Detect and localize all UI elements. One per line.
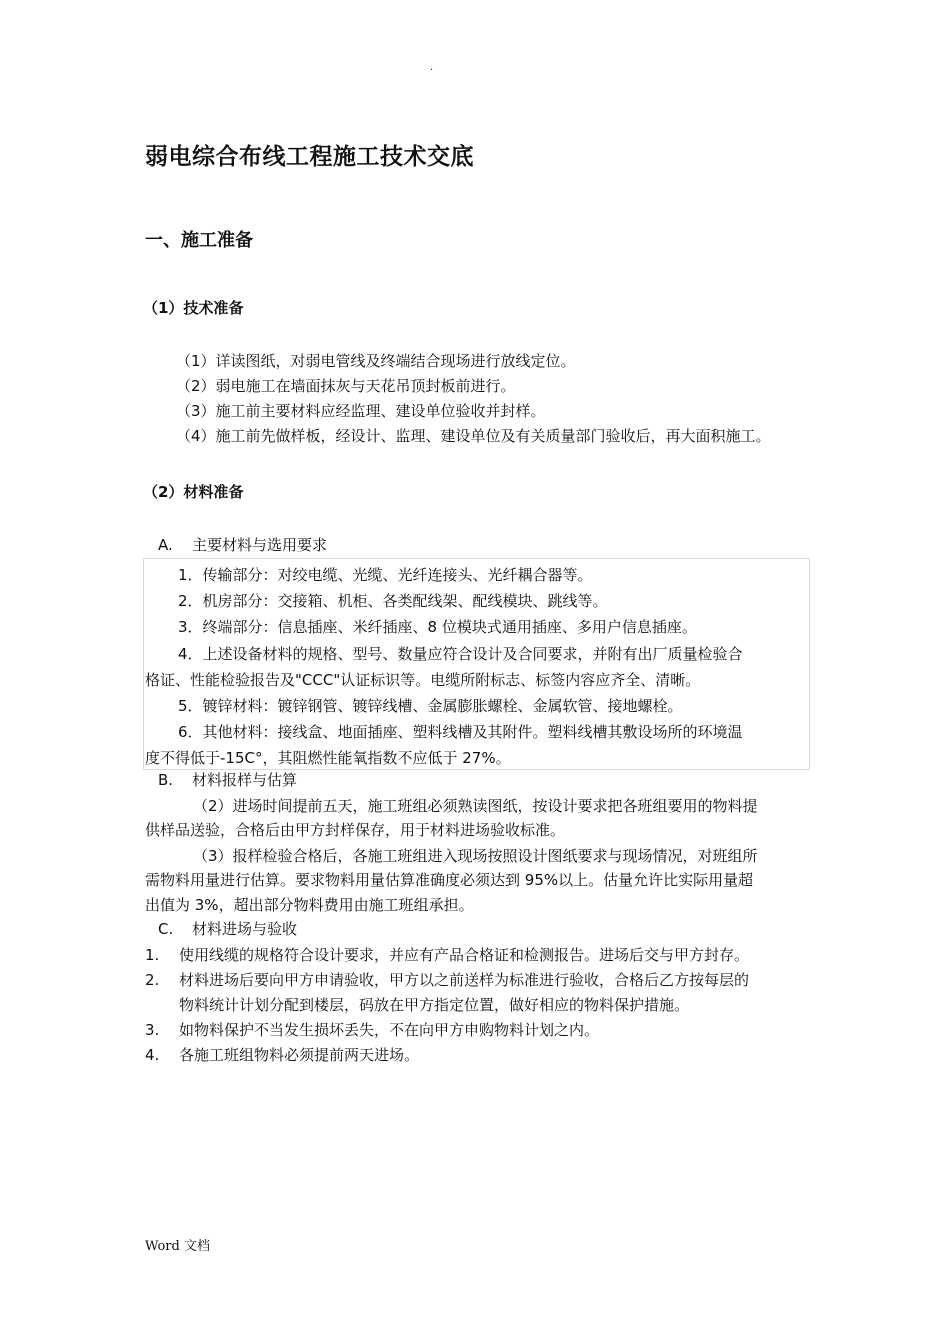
item-a-label: A.: [158, 536, 173, 554]
list-item: [145, 1043, 749, 1068]
item-c-heading: [158, 917, 297, 942]
list-item: [145, 993, 749, 1018]
box-line: 5．镀锌材料：镀锌钢管、镀锌线槽、金属膨胀螺栓、金属软管、接地螺栓。: [178, 697, 683, 715]
section-heading-preparation: 一、施工准备: [145, 230, 253, 251]
box-line: 格证、性能检验报告及"CCC"认证标识等。电缆所附标志、标签内容应齐全、清晰。: [145, 671, 701, 689]
item-b-text: 材料报样与估算: [192, 771, 298, 789]
list-text: 材料进场后要向甲方申请验收，甲方以之前送样为标准进行验收，合格后乙方按每层的: [179, 971, 750, 989]
list-item: （4）施工前先做样板，经设计、监理、建设单位及有关质量部门验收后，再大面积施工。: [176, 427, 771, 445]
b-paragraph-line: 出值为 3%，超出部分物料费用由施工班组承担。: [145, 896, 474, 914]
list-number: 2.: [145, 971, 160, 989]
list-item: [145, 943, 749, 968]
box-line: 4．上述设备材料的规格、型号、数量应符合设计及合同要求，并附有出厂质量检验合: [178, 645, 743, 663]
list-number: 4.: [145, 1046, 160, 1064]
list-number: 1.: [145, 946, 160, 964]
list-item: （2）弱电施工在墙面抹灰与天花吊顶封板前进行。: [176, 377, 516, 395]
page-footer: Word 文档: [145, 1239, 210, 1254]
box-line: 2．机房部分：交接箱、机柜、各类配线架、配线模块、跳线等。: [178, 592, 608, 610]
b-paragraph-line: 供样品送验，合格后由甲方封样保存，用于材料进场验收标准。: [145, 821, 566, 839]
technical-preparation-list: [176, 349, 771, 449]
b-paragraph-line: 需物料用量进行估算。要求物料用量估算准确度必须达到 95%以上。估量允许比实际用量超: [145, 871, 754, 889]
item-b-heading: [158, 768, 297, 793]
box-line: 3．终端部分：信息插座、米纤插座、8 位模块式通用插座、多用户信息插座。: [178, 618, 697, 636]
subheading-material-preparation: （2）材料准备: [143, 483, 244, 501]
b-paragraph-line: （3）报样检验合格后，各施工班组进入现场按照设计图纸要求与现场情况，对班组所: [193, 847, 758, 865]
box-line: 1．传输部分：对绞电缆、光缆、光纤连接头、光纤耦合器等。: [178, 566, 593, 584]
box-line: 度不得低于-15C°，其阻燃性能氧指数不应低于 27%。: [145, 749, 511, 767]
list-text: 使用线缆的规格符合设计要求，并应有产品合格证和检测报告。进场后交与甲方封存。: [179, 946, 750, 964]
b-paragraph-line: （2）进场时间提前五天，施工班组必须熟读图纸，按设计要求把各班组要用的物料提: [193, 797, 758, 815]
item-c-text: 材料进场与验收: [192, 920, 298, 938]
subheading-technical-preparation: （1）技术准备: [143, 299, 244, 317]
item-b-label: B.: [158, 771, 174, 789]
list-item: [145, 968, 749, 993]
list-item: [145, 1018, 749, 1043]
header-mark: .: [430, 62, 434, 73]
materials-requirements-box: [143, 558, 810, 770]
list-item: （1）详读图纸，对弱电管线及终端结合现场进行放线定位。: [176, 352, 576, 370]
document-title: 弱电综合布线工程施工技术交底: [145, 144, 474, 170]
list-item: （3）施工前主要材料应经监理、建设单位验收并封样。: [176, 402, 546, 420]
item-c-label: C.: [158, 920, 174, 938]
list-text: 各施工班组物料必须提前两天进场。: [179, 1046, 420, 1064]
list-text: 如物料保护不当发生损坏丢失，不在向甲方申购物料计划之内。: [179, 1021, 600, 1039]
box-line: 6．其他材料：接线盒、地面插座、塑料线槽及其附件。塑料线槽其敷设场所的环境温: [178, 723, 743, 741]
list-text: 物料统计计划分配到楼层，码放在甲方指定位置，做好相应的物料保护措施。: [179, 996, 690, 1014]
item-a-text: 主要材料与选用要求: [192, 536, 328, 554]
list-number: 3.: [145, 1021, 160, 1039]
c-list: [145, 943, 749, 1068]
item-a-heading: [158, 533, 327, 558]
